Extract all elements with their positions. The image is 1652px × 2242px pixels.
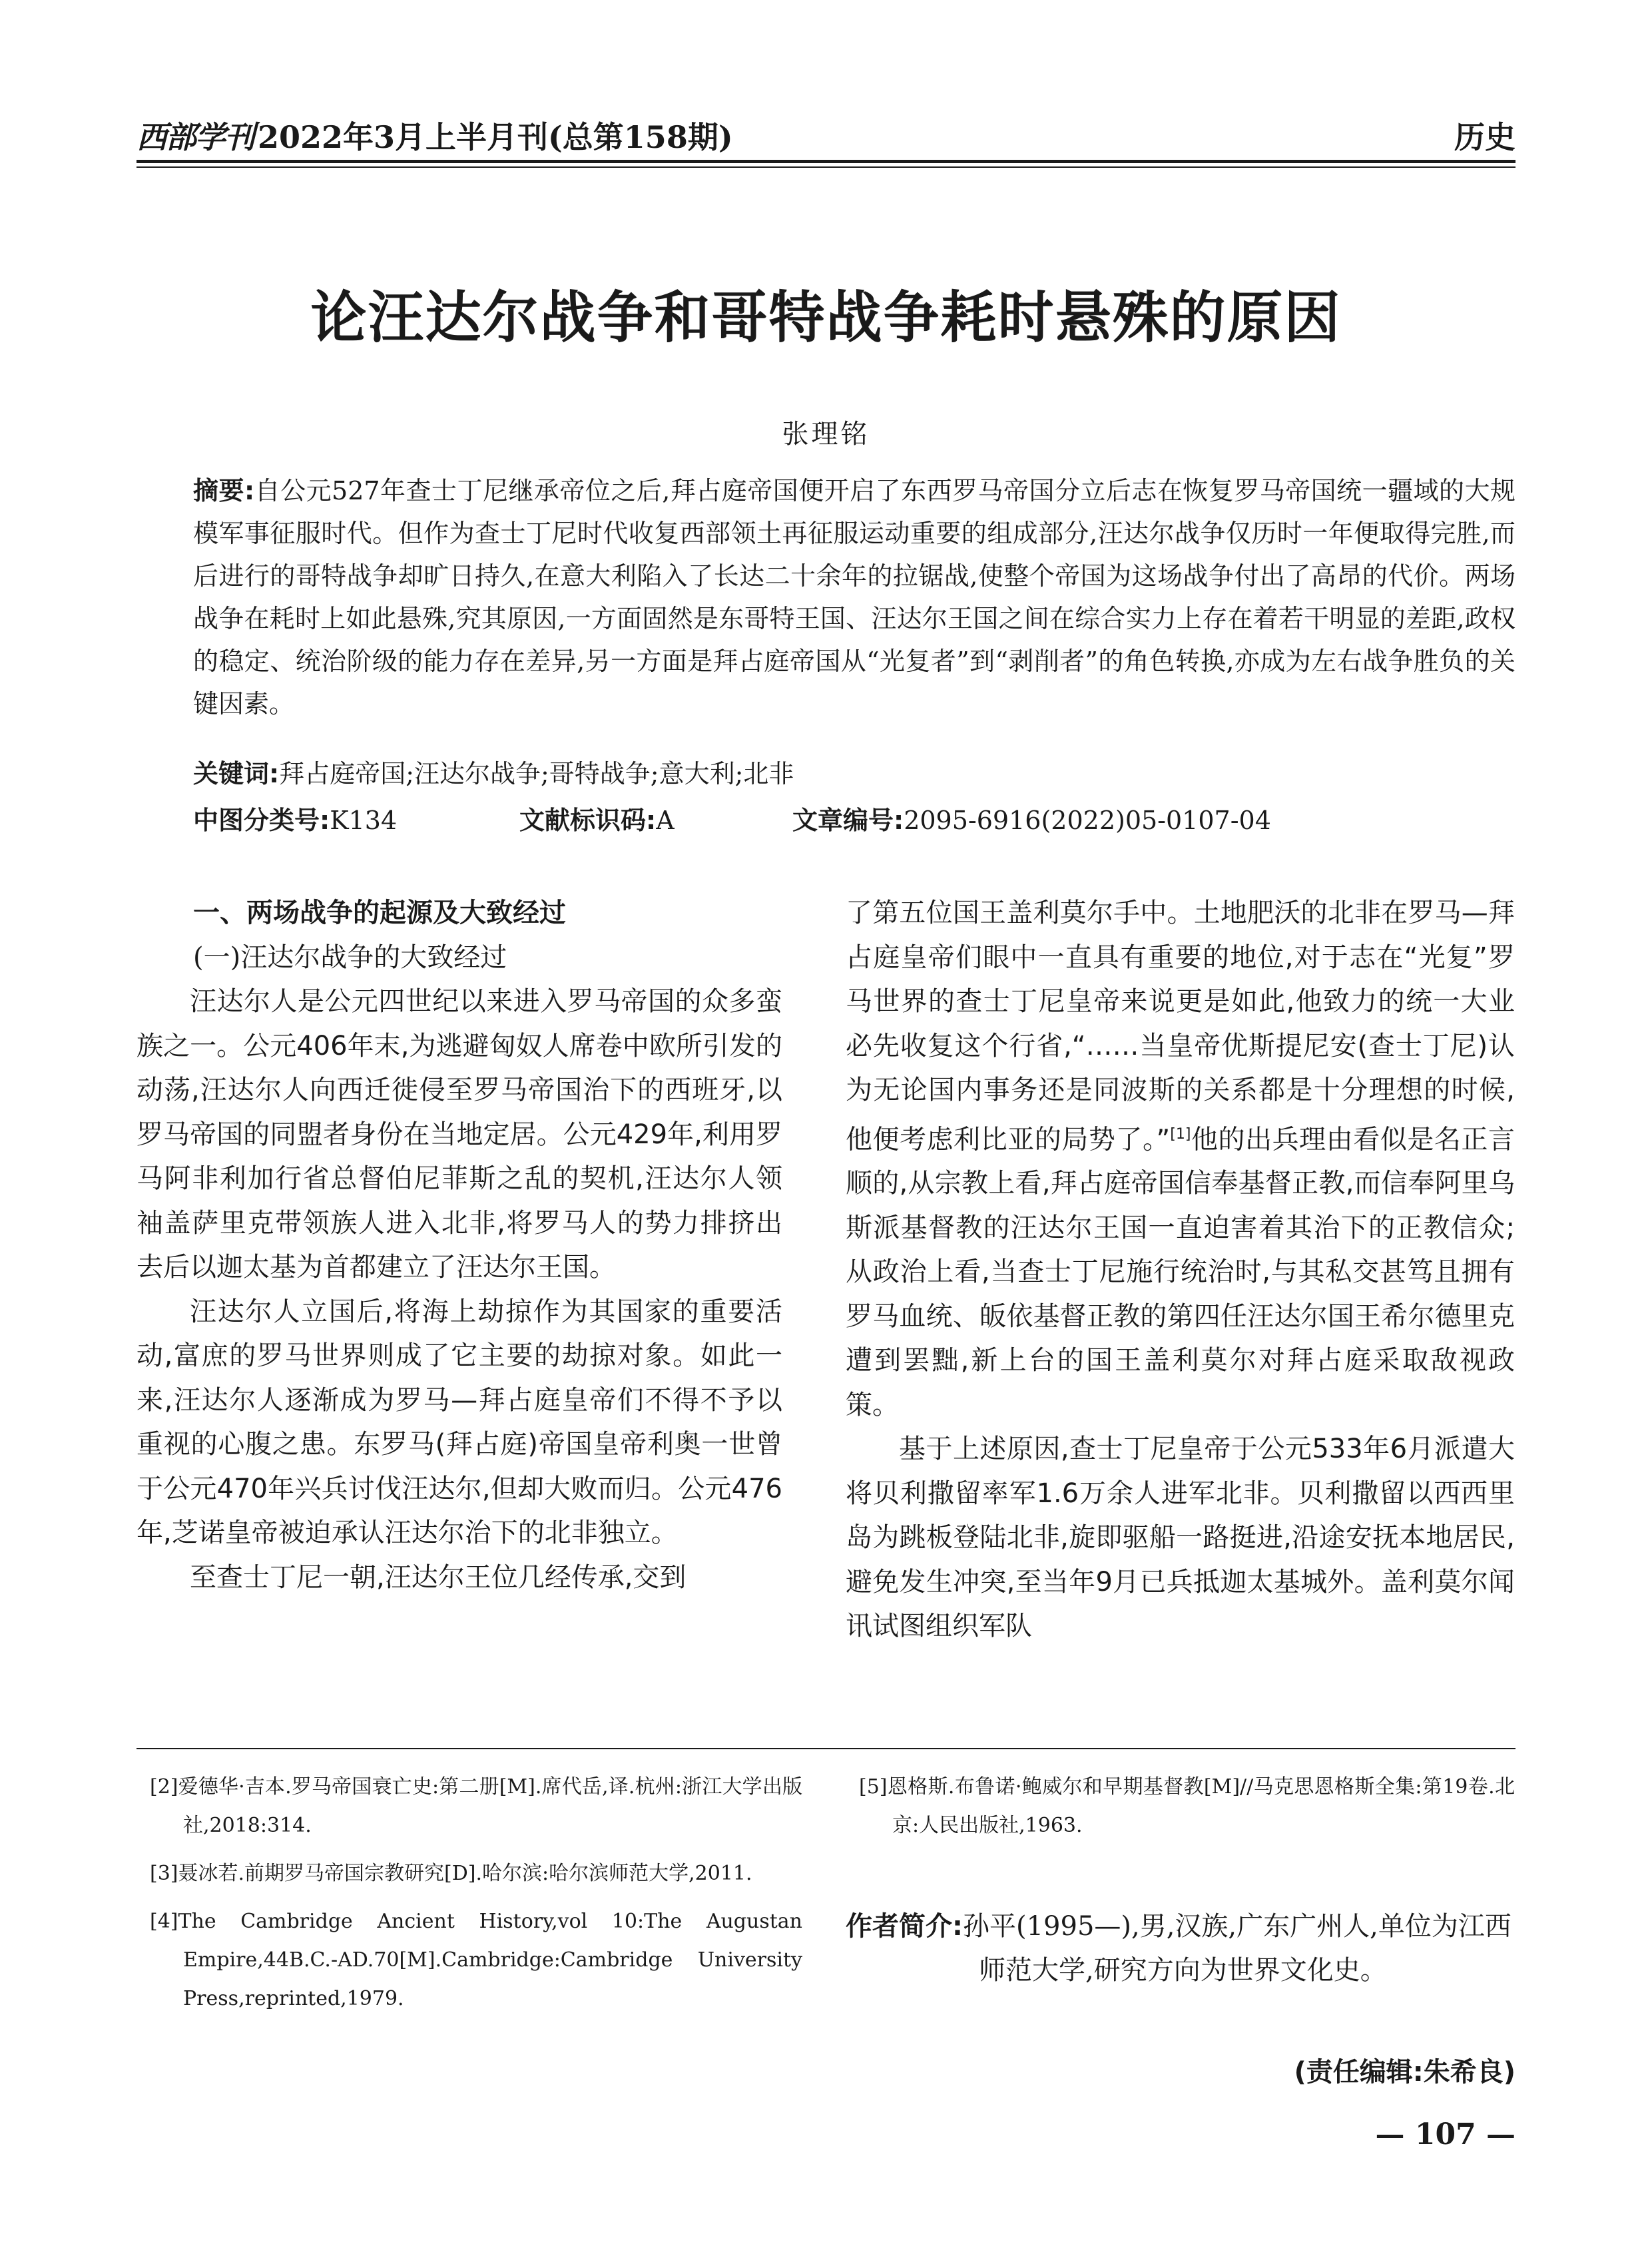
- paragraph: 汪达尔人是公元四世纪以来进入罗马帝国的众多蛮族之一。公元406年末,为逃避匈奴人席卷中欧所引发的动荡,汪达尔人向西迁徙侵至罗马帝国治下的西班牙,以罗马帝国的同盟者身份在当地定居。公元429年,利用罗马阿非利加行省总督伯尼菲斯之乱的契机,汪达尔人领袖盖萨里克带领族人进入北非,将罗马人的势力排挤出去后以迦太基为首都建立了汪达尔王国。: [137, 986, 782, 1282]
- abstract-text: 自公元527年查士丁尼继承帝位之后,拜占庭帝国便开启了东西罗马帝国分立后志在恢复罗马帝国统一疆域的大规模军事征服时代。但作为查士丁尼时代收复西部领土再征服运动重要的组成部分,汪达尔战争仅历时一年便取得完胜,而后进行的哥特战争却旷日持久,在意大利陷入了长达二十余年的拉锯战,使整个帝国为这场战争付出了高昂的代价。两场战争在耗时上如此悬殊,究其原因,一方面固然是东哥特王国、汪达尔王国之间在综合实力上存在着若干明显的差距,政权的稳定、统治阶级的能力存在差异,另一方面是拜占庭帝国从“光复者”到“剥削者”的角色转换,亦成为左右战争胜负的关键因素。: [193, 476, 1515, 718]
- footnotes-left: [137, 1768, 802, 2028]
- issue-info: 2022年3月上半月刊(总第158期): [258, 119, 733, 155]
- keywords-label: 关键词:: [193, 759, 280, 788]
- footnotes-right: [846, 1768, 1515, 1854]
- page-number: — 107 —: [1375, 2117, 1515, 2151]
- journal-logo: 西部学刊: [137, 119, 254, 155]
- article-number-value: 2095-6916(2022)05-0107-04: [904, 806, 1271, 835]
- article-author: 张理铭: [782, 419, 870, 449]
- bio-label: 作者简介:: [846, 1911, 963, 1942]
- paragraph: 了第五位国王盖利莫尔手中。土地肥沃的北非在罗马—拜占庭皇帝们眼中一直具有重要的地位,对于志在“光复”罗马世界的查士丁尼皇帝来说更是如此,他致力的统一大业必先收复这个行省,“……当皇帝优斯提尼安(查士丁尼)认为无论国内事务还是同波斯的关系都是十分理想的时候,他便考虑利比亚的局势了。”[1]他的出兵理由看似是名正言顺的,从宗教上看,拜占庭帝国信奉基督正教,而信奉阿里乌斯派基督教的汪达尔王国一直迫害着其治下的正教信众;从政治上看,当查士丁尼施行统治时,与其私交甚笃且拥有罗马血统、皈依基督正教的第四任汪达尔国王希尔德里克遭到罢黜,新上台的国王盖利莫尔对拜占庭采取敌视政策。: [846, 898, 1515, 1420]
- keywords: [193, 752, 1515, 795]
- doc-code-value: A: [656, 806, 675, 835]
- running-header: [137, 107, 1515, 160]
- footnote: [2]爱德华·吉本.罗马帝国衰亡史:第二册[M].席代岳,译.杭州:浙江大学出版社,2018:314.: [150, 1775, 802, 1837]
- abstract-label: 摘要:: [193, 476, 255, 505]
- doc-code-label: 文献标识码:: [519, 806, 657, 835]
- paragraph: 基于上述原因,查士丁尼皇帝于公元533年6月派遣大将贝利撒留率军1.6万余人进军北非。贝利撒留以西西里岛为跳板登陆北非,旋即驱船一路挺进,沿途安抚本地居民,避免发生冲突,至当年9月已兵抵迦太基城外。盖利莫尔闻讯试图组织军队: [846, 1434, 1515, 1642]
- footnote: [5]恩格斯.布鲁诺·鲍威尔和早期基督教[M]//马克思恩格斯全集:第19卷.北京:人民出版社,1963.: [859, 1775, 1515, 1837]
- subsection-heading: (一)汪达尔战争的大致经过: [193, 942, 507, 973]
- article-title: 论汪达尔战争和哥特战争耗时悬殊的原因: [310, 284, 1342, 350]
- section-label: 历史: [1454, 119, 1515, 155]
- clc-label: 中图分类号:: [193, 806, 330, 835]
- footnote: [4]The Cambridge Ancient History,vol 10:The Augustan Empire,44B.C.-AD.70[M].Cambridge:Cambridge University Press,reprinted,1979.: [150, 1910, 802, 2010]
- paragraph: 至查士丁尼一朝,汪达尔王位几经传承,交到: [190, 1561, 687, 1593]
- header-rule: [137, 160, 1515, 163]
- footnote-rule: [137, 1748, 1515, 1749]
- paragraph: 汪达尔人立国后,将海上劫掠作为其国家的重要活动,富庶的罗马世界则成了它主要的劫掠对象。如此一来,汪达尔人逐渐成为罗马—拜占庭皇帝们不得不予以重视的心腹之患。东罗马(拜占庭)帝国皇帝利奥一世曾于公元470年兴兵讨伐汪达尔,但却大败而归。公元476年,芝诺皇帝被迫承认汪达尔治下的北非独立。: [137, 1296, 782, 1548]
- header-rule-thin: [137, 166, 1515, 168]
- body-column-right: [846, 891, 1515, 1649]
- author-bio: [846, 1904, 1515, 1992]
- footnote: [3]聂冰若.前期罗马帝国宗教研究[D].哈尔滨:哈尔滨师范大学,2011.: [150, 1862, 752, 1885]
- body-column-left: [137, 891, 782, 1599]
- article-number-label: 文章编号:: [792, 806, 904, 835]
- article-meta: [193, 799, 1515, 842]
- citation-ref[interactable]: [1]: [1170, 1125, 1191, 1143]
- section-heading: 一、两场战争的起源及大致经过: [193, 898, 566, 928]
- clc-value: K134: [330, 806, 398, 835]
- keywords-text: 拜占庭帝国;汪达尔战争;哥特战争;意大利;北非: [279, 759, 794, 788]
- responsible-editor: (责任编辑:朱希良): [1294, 2057, 1515, 2088]
- abstract: [193, 469, 1515, 725]
- bio-text: 孙平(1995—),男,汉族,广东广州人,单位为江西师范大学,研究方向为世界文化史。: [963, 1911, 1512, 1986]
